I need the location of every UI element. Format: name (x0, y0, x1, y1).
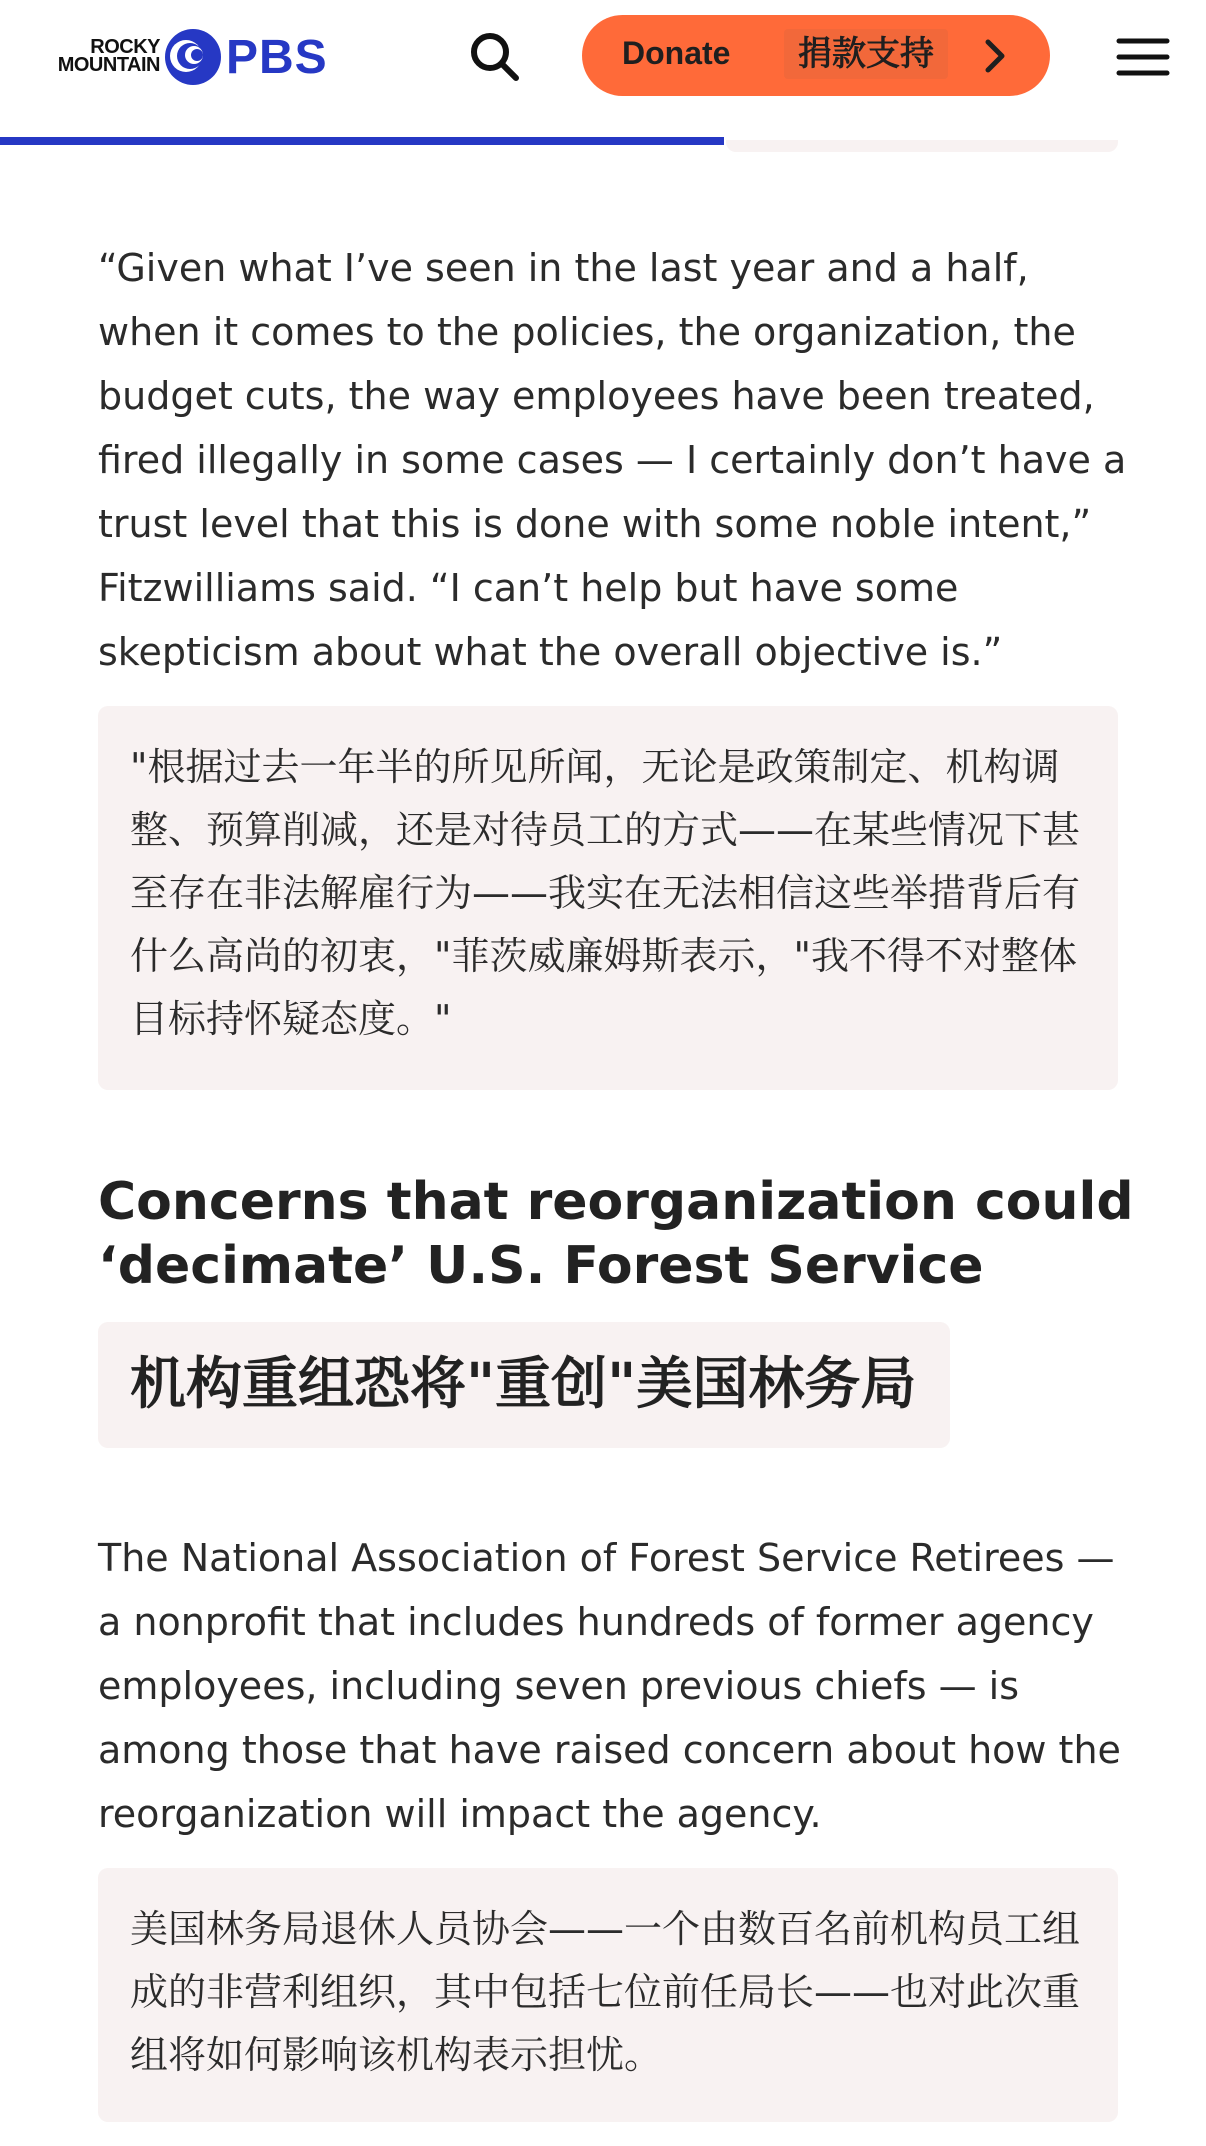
section-heading-translation: 机构重组恐将"重创"美国林务局 (98, 1322, 950, 1448)
previous-translation-block-edge (726, 140, 1118, 152)
logo-line-mountain: MOUNTAIN (57, 54, 160, 76)
quote-paragraph: “Given what I’ve seen in the last year and a half, when it comes to the policies, the organization, the budget cuts, the way employees have been treated, fired illegally in some cases — I certainly don’t have a trust level that this is done with some noble intent,” Fitzwilliams said. “I can’t help but have some skepticism about what the overall objective is.” (98, 246, 1127, 674)
body-paragraph-translation: 美国林务局退休人员协会——一个由数百名前机构员工组成的非营利组织，其中包括七位前任局长——也对此次重组将如何影响该机构表示担忧。 (98, 1868, 1118, 2122)
section-heading: Concerns that reorganization could ‘decimate’ U.S. Forest Service (98, 1172, 1134, 1296)
search-icon[interactable] (466, 28, 522, 84)
chevron-right-icon (978, 37, 1012, 75)
pbs-head-icon (164, 28, 222, 86)
site-header (0, 0, 1206, 140)
body-paragraph: The National Association of Forest Service Retirees — a nonprofit that includes hundreds of former agency employees, including seven previous chiefs — is among those that have raised concern about how the reorganization will impact the agency. (98, 1536, 1121, 1836)
reading-progress-bar (0, 137, 724, 145)
donate-button[interactable] (582, 15, 1050, 96)
rocky-mountain-pbs-logo[interactable] (40, 26, 328, 90)
logo-line-rocky: ROCKY (90, 36, 160, 58)
donate-label: Donate (622, 35, 731, 71)
hamburger-menu-icon[interactable] (1116, 36, 1170, 78)
logo-pbs-text: PBS (226, 31, 328, 84)
quote-translation: "根据过去一年半的所见所闻，无论是政策制定、机构调整、预算削减，还是对待员工的方式——在某些情况下甚至存在非法解雇行为——我实在无法相信这些举措背后有什么高尚的初衷，"菲茨威廉姆斯表示，"我不得不对整体目标持怀疑态度。" (98, 706, 1118, 1090)
donate-label-translation: 捐款支持 (784, 29, 948, 79)
